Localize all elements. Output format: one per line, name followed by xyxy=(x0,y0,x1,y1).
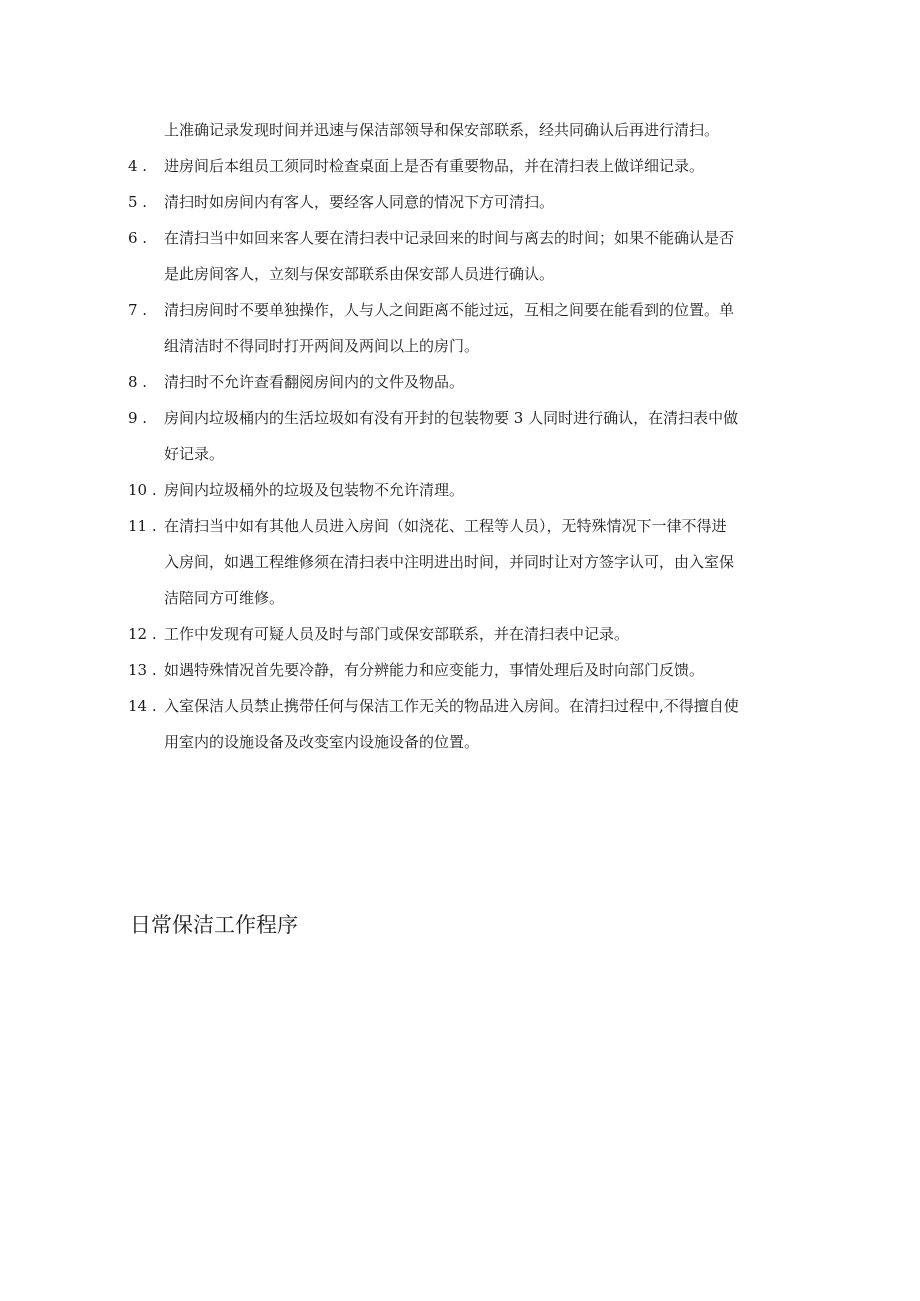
item-number: 12 . xyxy=(128,625,157,643)
item-text xyxy=(128,292,828,364)
item-text xyxy=(128,688,828,760)
item-line: 工作中发现有可疑人员及时与部门或保安部联系，并在清扫表中记录。 xyxy=(164,625,630,643)
item-line: 组清洁时不得同时打开两间及两间以上的房门。 xyxy=(164,337,480,355)
item-text xyxy=(128,220,828,292)
continuation-line: 上准确记录发现时间并迅速与保洁部领导和保安部联系，经共同确认后再进行清扫。 xyxy=(164,121,720,139)
item-line: 如遇特殊情况首先要冷静，有分辨能力和应变能力，事情处理后及时向部门反馈。 xyxy=(164,661,705,679)
item-line: 在清扫当中如有其他人员进入房间（如浇花、工程等人员），无特殊情况下一律不得进 xyxy=(164,517,727,535)
item-text xyxy=(128,148,828,184)
item-number: 6 . xyxy=(128,229,148,247)
item-line: 是此房间客人，立刻与保安部联系由保安部人员进行确认。 xyxy=(164,265,555,283)
list-item xyxy=(128,508,828,616)
list-item xyxy=(128,652,828,688)
list-item xyxy=(128,688,828,760)
rules-list xyxy=(128,112,828,760)
section-heading: 日常保洁工作程序 xyxy=(130,913,298,937)
item-text xyxy=(128,400,828,472)
item-line: 清扫时不允许查看翻阅房间内的文件及物品。 xyxy=(164,373,465,391)
item-number: 8 . xyxy=(128,373,148,391)
item-number: 5 . xyxy=(128,193,148,211)
list-item xyxy=(128,220,828,292)
item-line: 好记录。 xyxy=(164,445,225,463)
item-line: 入房间，如遇工程维修须在清扫表中注明进出时间，并同时让对方签字认可，由入室保 xyxy=(164,553,735,571)
list-item xyxy=(128,292,828,364)
item-text xyxy=(128,472,828,508)
list-item xyxy=(128,364,828,400)
item-line: 用室内的设施设备及改变室内设施设备的位置。 xyxy=(164,733,480,751)
item-line: 清扫时如房间内有客人，要经客人同意的情况下方可清扫。 xyxy=(164,193,555,211)
item-line: 进房间后本组员工须同时检查桌面上是否有重要物品，并在清扫表上做详细记录。 xyxy=(164,157,705,175)
item-number: 9 . xyxy=(128,409,148,427)
item-number: 13 . xyxy=(128,661,157,679)
item-line: 房间内垃圾桶外的垃圾及包装物不允许清理。 xyxy=(164,481,465,499)
list-item xyxy=(128,616,828,652)
item-number: 7 . xyxy=(128,301,148,319)
item-line: 在清扫当中如回来客人要在清扫表中记录回来的时间与离去的时间；如果不能确认是否 xyxy=(164,229,735,247)
item-text xyxy=(128,364,828,400)
item-line: 房间内垃圾桶内的生活垃圾如有没有开封的包装物要 3 人同时进行确认，在清扫表中做 xyxy=(164,409,739,427)
list-item xyxy=(128,472,828,508)
item-text xyxy=(128,508,828,616)
item-text xyxy=(128,616,828,652)
item-text xyxy=(128,184,828,220)
item-number: 14 . xyxy=(128,697,157,715)
list-item xyxy=(128,400,828,472)
item-line: 入室保洁人员禁止携带任何与保洁工作无关的物品进入房间。在清扫过程中,不得擅自使 xyxy=(164,697,739,715)
item-text xyxy=(128,652,828,688)
item-number: 4 . xyxy=(128,157,148,175)
item-line: 洁陪同方可维修。 xyxy=(164,589,285,607)
list-item xyxy=(128,148,828,184)
item-number: 10 . xyxy=(128,481,157,499)
item-line: 清扫房间时不要单独操作，人与人之间距离不能过远，互相之间要在能看到的位置。单 xyxy=(164,301,735,319)
item-number: 11 . xyxy=(128,517,157,535)
list-item xyxy=(128,184,828,220)
